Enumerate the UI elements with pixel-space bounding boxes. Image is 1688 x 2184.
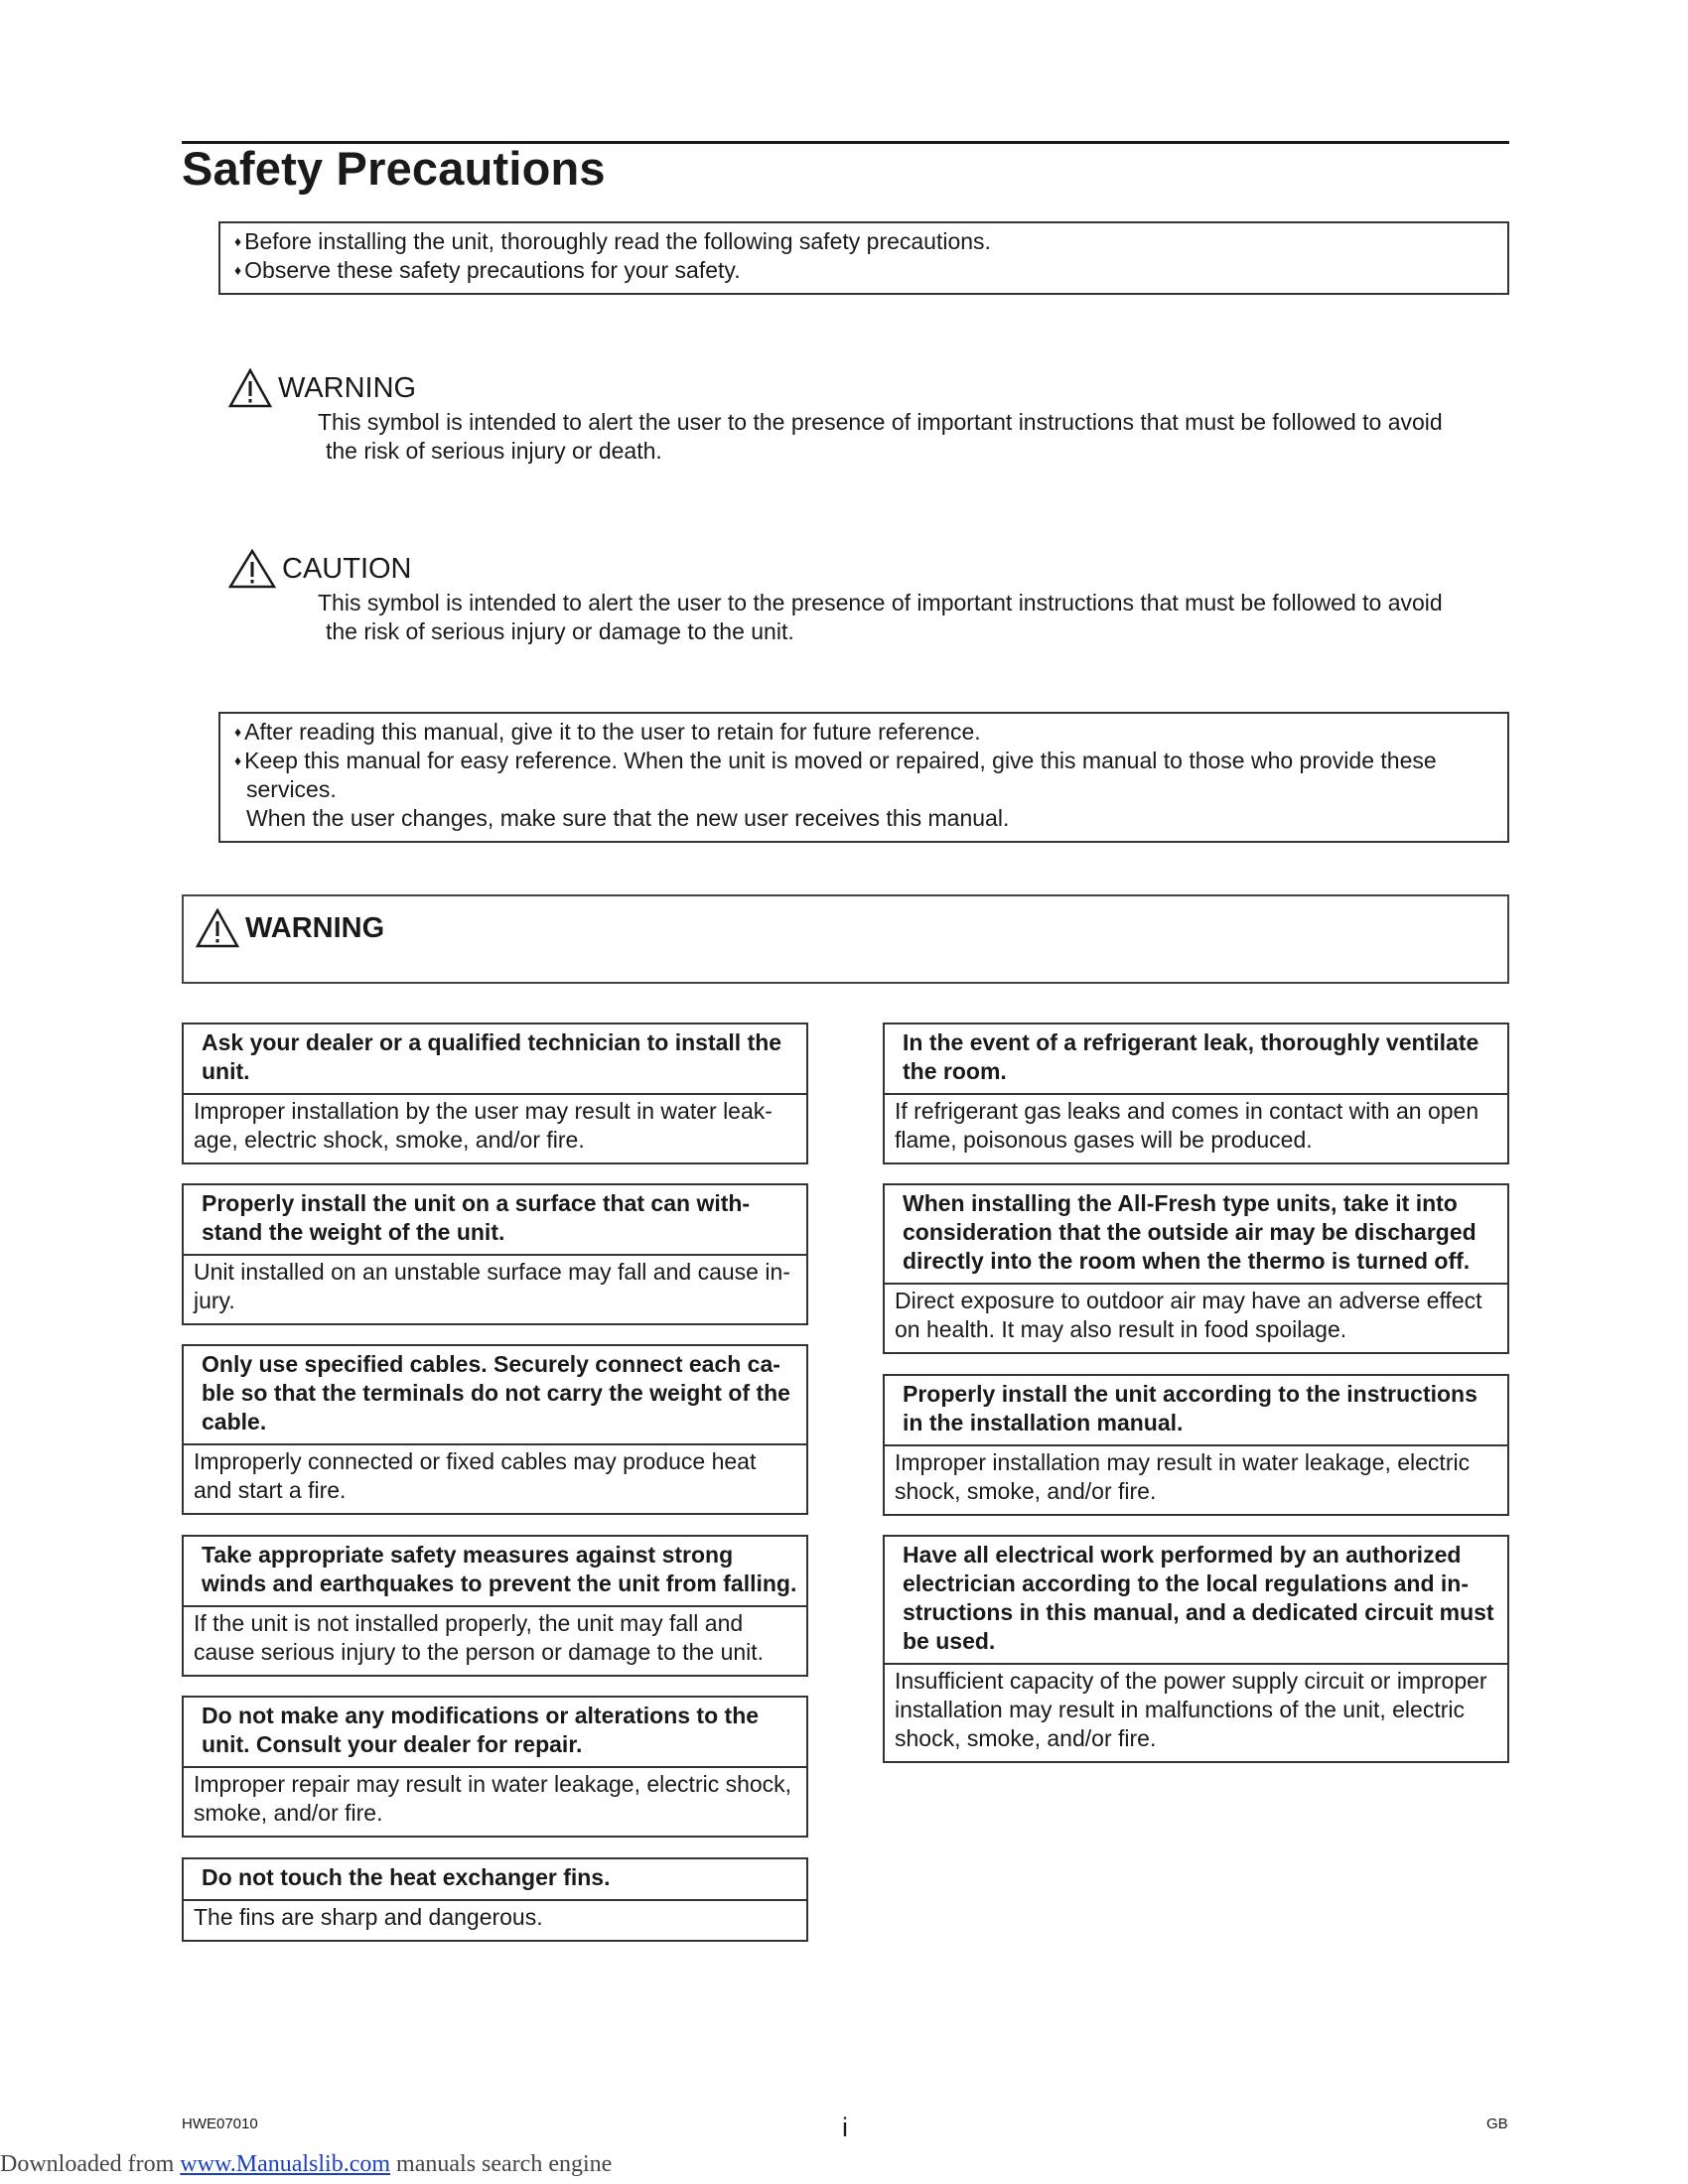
card-heading-line: Have all electrical work performed by an authorized (903, 1542, 1462, 1568)
card-heading-line: In the event of a refrigerant leak, thoroughly ventilate (903, 1029, 1479, 1055)
card-body-line: Direct exposure to outdoor air may have an adverse effect (895, 1288, 1482, 1313)
intro-line-1 (234, 227, 1495, 256)
manualslib-link[interactable]: www.Manualslib.com (180, 2151, 391, 2177)
card-heading-line: electrician according to the local regulations and in- (903, 1570, 1470, 1596)
card-body-line: jury. (194, 1288, 235, 1313)
card-body-line: flame, poisonous gases will be produced. (895, 1127, 1313, 1153)
warning-banner (182, 894, 1509, 984)
card-heading-line: Ask your dealer or a qualified technician to install the (202, 1029, 782, 1055)
page-title: Safety Precautions (182, 142, 606, 195)
footer-doc-code: HWE07010 (182, 2116, 258, 2132)
card-heading-line: unit. Consult your dealer for repair. (202, 1731, 583, 1757)
caution-desc-line-1: This symbol is intended to alert the user to the presence of important instructions that must be followed to avoid (318, 590, 1443, 615)
card-heading-line: Do not touch the heat exchanger fins. (202, 1864, 611, 1890)
card-body-line: Insufficient capacity of the power supply circuit or improper (895, 1668, 1487, 1694)
manual-text-4: When the user changes, make sure that the new user receives this manual. (246, 805, 1010, 831)
intro-text-2: Observe these safety precautions for your safety. (244, 257, 741, 283)
manual-text-2: Keep this manual for easy reference. When the unit is moved or repaired, give this manual to those who provide these (244, 748, 1437, 773)
card-body (184, 1607, 806, 1675)
manual-text-3: services. (246, 776, 337, 802)
warning-card-install-dealer (182, 1023, 808, 1164)
card-heading-line: stand the weight of the unit. (202, 1219, 505, 1245)
download-attribution (0, 2151, 612, 2178)
bullet-icon: ♦ (234, 233, 242, 249)
warning-card-modifications (182, 1696, 808, 1838)
download-suffix: manuals search engine (390, 2151, 613, 2177)
warning-card-surface (182, 1183, 808, 1325)
warning-card-electrical-work (883, 1535, 1509, 1763)
card-body (184, 1901, 806, 1940)
warning-desc-line-2: the risk of serious injury or death. (326, 438, 662, 464)
card-heading-line: ble so that the terminals do not carry the weight of the (202, 1380, 790, 1406)
card-body-line: shock, smoke, and/or fire. (895, 1725, 1157, 1751)
card-heading-line: When installing the All-Fresh type units, take it into (903, 1190, 1458, 1216)
intro-notice-box (218, 221, 1509, 295)
card-heading-line: winds and earthquakes to prevent the unit from falling. (202, 1570, 797, 1596)
card-heading (184, 1024, 806, 1095)
card-heading-line: Do not make any modifications or alterations to the (202, 1703, 760, 1728)
card-heading (885, 1185, 1507, 1285)
warning-banner-label: WARNING (245, 911, 385, 944)
warning-card-refrigerant-leak (883, 1023, 1509, 1164)
card-body-line: Unit installed on an unstable surface may fall and cause in- (194, 1259, 790, 1285)
bullet-icon: ♦ (234, 262, 242, 278)
card-heading (184, 1185, 806, 1256)
warning-card-winds-earthquakes (182, 1535, 808, 1677)
warning-triangle-icon (228, 368, 272, 408)
card-heading-line: be used. (903, 1628, 996, 1654)
card-body-line: shock, smoke, and/or fire. (895, 1478, 1157, 1504)
card-heading-line: cable. (202, 1409, 267, 1434)
download-prefix: Downloaded from (0, 2151, 181, 2177)
card-body (885, 1285, 1507, 1352)
card-heading-line: consideration that the outside air may be discharged (903, 1219, 1477, 1245)
card-heading (184, 1859, 806, 1901)
caution-symbol-heading (228, 549, 1509, 589)
card-heading-line: Properly install the unit according to the instructions (903, 1381, 1477, 1407)
warning-card-all-fresh (883, 1183, 1509, 1354)
card-body (184, 1095, 806, 1162)
card-heading (885, 1537, 1507, 1665)
warning-symbol-section (228, 368, 1509, 466)
card-body (885, 1665, 1507, 1761)
card-body (184, 1445, 806, 1513)
card-heading-line: directly into the room when the thermo is turned off. (903, 1248, 1471, 1274)
card-body (184, 1256, 806, 1323)
warning-card-heat-exchanger (182, 1857, 808, 1942)
card-body-line: age, electric shock, smoke, and/or fire. (194, 1127, 585, 1153)
card-heading-line: the room. (903, 1058, 1007, 1084)
intro-line-2 (234, 256, 1495, 285)
manual-notice-box (218, 712, 1509, 843)
caution-desc-line-2: the risk of serious injury or damage to the unit. (326, 618, 794, 644)
card-heading (184, 1698, 806, 1768)
card-body-line: and start a fire. (194, 1477, 347, 1503)
caution-triangle-icon (228, 549, 276, 589)
caution-symbol-label: CAUTION (282, 552, 412, 585)
card-heading-line: structions in this manual, and a dedicated circuit must (903, 1599, 1494, 1625)
card-body-line: smoke, and/or fire. (194, 1800, 383, 1826)
card-heading (885, 1376, 1507, 1446)
manual-line-1 (234, 718, 1495, 747)
card-body-line: The fins are sharp and dangerous. (194, 1904, 543, 1930)
card-body (885, 1095, 1507, 1162)
card-body-line: Improper repair may result in water leakage, electric shock, (194, 1771, 792, 1797)
bullet-icon: ♦ (234, 752, 242, 768)
warning-symbol-heading (228, 368, 1509, 408)
warning-symbol-label: WARNING (278, 371, 417, 404)
card-body-line: cause serious injury to the person or damage to the unit. (194, 1639, 765, 1665)
warning-symbol-description (318, 408, 1509, 466)
card-heading (184, 1346, 806, 1445)
warning-card-cables (182, 1344, 808, 1515)
card-body-line: If refrigerant gas leaks and comes in contact with an open (895, 1098, 1479, 1124)
card-heading-line: Only use specified cables. Securely connect each ca- (202, 1351, 780, 1377)
warning-card-installation-manual (883, 1374, 1509, 1516)
warning-triangle-icon (196, 908, 239, 948)
intro-text-1: Before installing the unit, thoroughly read the following safety precautions. (244, 228, 991, 254)
card-body-line: Improper installation may result in water leakage, electric (895, 1449, 1471, 1475)
card-body-line: on health. It may also result in food spoilage. (895, 1316, 1347, 1342)
card-body (885, 1446, 1507, 1514)
caution-symbol-section (228, 549, 1509, 646)
footer-page-number: i (842, 2113, 848, 2142)
warning-desc-line-1: This symbol is intended to alert the user to the presence of important instructions that must be followed to avoid (318, 409, 1443, 435)
card-heading-line: unit. (202, 1058, 250, 1084)
manual-line-2 (234, 747, 1495, 775)
card-body-line: installation may result in malfunctions of the unit, electric (895, 1697, 1465, 1722)
caution-symbol-description (318, 589, 1509, 646)
card-heading-line: Take appropriate safety measures against strong (202, 1542, 734, 1568)
card-heading-line: Properly install the unit on a surface that can with- (202, 1190, 751, 1216)
warning-banner-heading (196, 908, 384, 948)
footer-region: GB (1486, 2116, 1508, 2132)
card-heading (184, 1537, 806, 1607)
card-body (184, 1768, 806, 1836)
card-heading (885, 1024, 1507, 1095)
card-body-line: Improperly connected or fixed cables may produce heat (194, 1448, 757, 1474)
manual-text-1: After reading this manual, give it to the user to retain for future reference. (244, 719, 981, 745)
card-heading-line: in the installation manual. (903, 1410, 1184, 1435)
card-body-line: Improper installation by the user may result in water leak- (194, 1098, 773, 1124)
card-body-line: If the unit is not installed properly, the unit may fall and (194, 1610, 744, 1636)
bullet-icon: ♦ (234, 724, 242, 740)
